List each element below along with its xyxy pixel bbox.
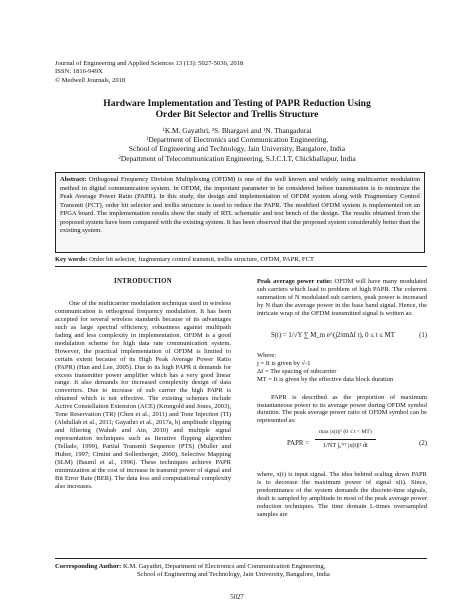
corresponding-label: Corresponding Author:	[55, 563, 122, 570]
equation-2	[257, 429, 427, 465]
equation-2-fraction	[315, 429, 376, 450]
where-item-delta-f: Δf = The spacing of subcarrier	[257, 367, 337, 375]
abstract-box	[55, 172, 425, 253]
where-label: Where:	[257, 351, 277, 359]
keywords-text: Order bit selector, fragmentary control transmit, trellis structure, OFDM, PAPR, FCT	[89, 256, 315, 263]
equation-2-denominator: 1/NT ∫₀ᴺᵀ |x(t)|² dt	[323, 442, 368, 450]
paper-title	[40, 98, 434, 121]
papr-definition-paragraph: PAPR is described as the proportion of maximum instantaneous power to its average power during OFDM symbol duration. The peak average power ratio of OFDM symbol can be represented as:	[257, 393, 427, 425]
section-heading-introduction: INTRODUCTION	[114, 278, 172, 285]
abstract	[60, 176, 420, 236]
equation-1-number: (1)	[419, 331, 427, 339]
papr-paragraph	[257, 278, 427, 318]
journal-copyright: © Medwell Journals, 2018	[55, 76, 126, 84]
author-names-text: K.M. Gayathri, ²S. Bhargavi and ¹N. Thangadurai	[164, 126, 312, 135]
corresponding-line-2: School of Engineering and Technology, Jain University, Bangalore, India	[137, 571, 330, 579]
affiliation-2	[40, 154, 434, 163]
journal-issn: ISSN: 1816-949X	[55, 68, 103, 76]
where-list	[257, 352, 427, 384]
corresponding-line-1	[55, 563, 427, 571]
keywords-divider	[55, 266, 427, 267]
left-column	[55, 278, 231, 491]
input-signal-paragraph: where, x(t) is input signal. The idea behind scaling down PAPR is to decrease the maximum power of signal x(t). Since, predominance of the system demands the discrete-time signals, dealt is sampled by amplitude in most of the peak average power reduction techniques. The time domain L-times oversampled samples are	[257, 471, 427, 519]
title-line-2: Order Bit Selector and Trellis Structure	[155, 109, 319, 121]
right-column	[257, 278, 427, 519]
where-item-j: j = It is given by √-1	[257, 359, 311, 367]
where-item-mt: MT = It is given by the effective data block duration	[257, 375, 394, 383]
page-number: 5027	[230, 594, 244, 601]
keywords-label: Key words:	[55, 256, 88, 263]
equation-2-lhs: PAPR =	[287, 440, 309, 448]
journal-info	[55, 60, 243, 85]
affiliation-1	[40, 135, 434, 144]
corresponding-text-1: K.M. Gayathri, Department of Electronics and Communication Engineering,	[123, 563, 326, 570]
abstract-label: Abstract:	[60, 176, 87, 183]
keywords	[55, 256, 425, 264]
author-sup: 1	[162, 128, 165, 133]
introduction-paragraph: One of the multicarrier modulation technique used in wireless communication is orthogonal frequency modulation. It has been accepted for several wireless standards because of its advantages such as large spectral efficiency, robustness against multipath fading and less complexity in implementation. OFDM is a good modulation scheme for high data rate communication system. However, the practical implementation of OFDM is limited to certain extent because of its High Peak Average Power Ratio (PAPR) (Han and Lee, 2005). Due to its high PAPR it demands for excess transmitter power amplifier which has a very good linear range. It also demands for increased complexity design of data converters. Due to increase of sub carrier the high PAPR is obtained which is not effective. The existing schemes include Active Constellation Extension (ACE) (Krongold and Jones, 2003), Tone Reservation (TR) (Chen et al., 2011) and Tone Injection (TI) (Abdullah et al., 2011; Gayathri et al., 2017a, b) amplitude clipping and filtering (Wahab and Ain, 2010) and multiple signal representation techniques such as Iterative flipping algorithm (Tellado, 1999), Partial Transmit Sequence (PTS) (Muller and Huber, 1997; Cimini and Sollenberger, 2000), Selective Mapping (SLM) (Bauml et al., 1996). These techniques achieve PAPR minimization at the cost of increase in transmit power of signal and Bit Error Rate (BER). The data loss and computational complexity also increases.	[55, 299, 232, 490]
equation-2-numerator: max |x(t)|² (0 ≤ t < MT)	[315, 429, 376, 440]
affiliation-2-sup: 2	[118, 155, 121, 161]
abstract-text: Orthogonal Frequency Division Multiplexing (OFDM) is one of the well known and widely using multicarrier modulation method in digital communication system. In OFDM, the important parameter to be considered before transmission is to minimize the Peak Average Power Ratio (PAPR). In this study, the design and implementation of OFDM system along with Fragmentary Control Transmit (FCT), order bit selector and trellis structure is used to reduce the PAPR. The modified OFDM system is implemented on an FPGA board. The implementation results show the study of RTL schematic and test bench of the design. The results obtained from the proposed system have been compared with the existing system. It has been observed that the proposed system considerably better than the existing system.	[60, 176, 420, 234]
papr-text: OFDM will have many modulated sub carriers which lead to problem of high PAPR. The coherent summation of N modulated sub carriers, peak power is increased by N than the average power in the base band signal. Hence, the intricate wrap of the OFDM transmitted signal is written as:	[257, 278, 428, 317]
affiliation-1-sup: 1	[145, 137, 149, 143]
equation-1	[257, 326, 427, 346]
footer-divider	[55, 558, 427, 559]
affiliation-2-text: Department of Telecommunication Engineering, S.J.C.I.T, Chickballapur, India	[120, 153, 356, 163]
papr-label: Peak average power ratio:	[257, 278, 333, 285]
equation-2-number: (2)	[419, 440, 427, 448]
title-line-1: Hardware Implementation and Testing of PAPR Reduction Using	[103, 98, 371, 109]
corresponding-author	[55, 563, 427, 579]
affiliation-1-text: Department of Electronics and Communication Engineering,	[148, 135, 329, 145]
author-names	[40, 126, 434, 135]
equation-1-body: S(t) = 1/√Y ∑ M_m e^(j2πmΔf t), 0 ≤ t ≤ MT	[271, 331, 395, 339]
affiliation-1b: School of Engineering and Technology, Jain University, Bangalore, India	[128, 144, 346, 154]
journal-citation: Journal of Engineering and Applied Sciences 13 (13): 5027-5036, 2018	[55, 60, 244, 67]
author-block	[40, 126, 434, 163]
